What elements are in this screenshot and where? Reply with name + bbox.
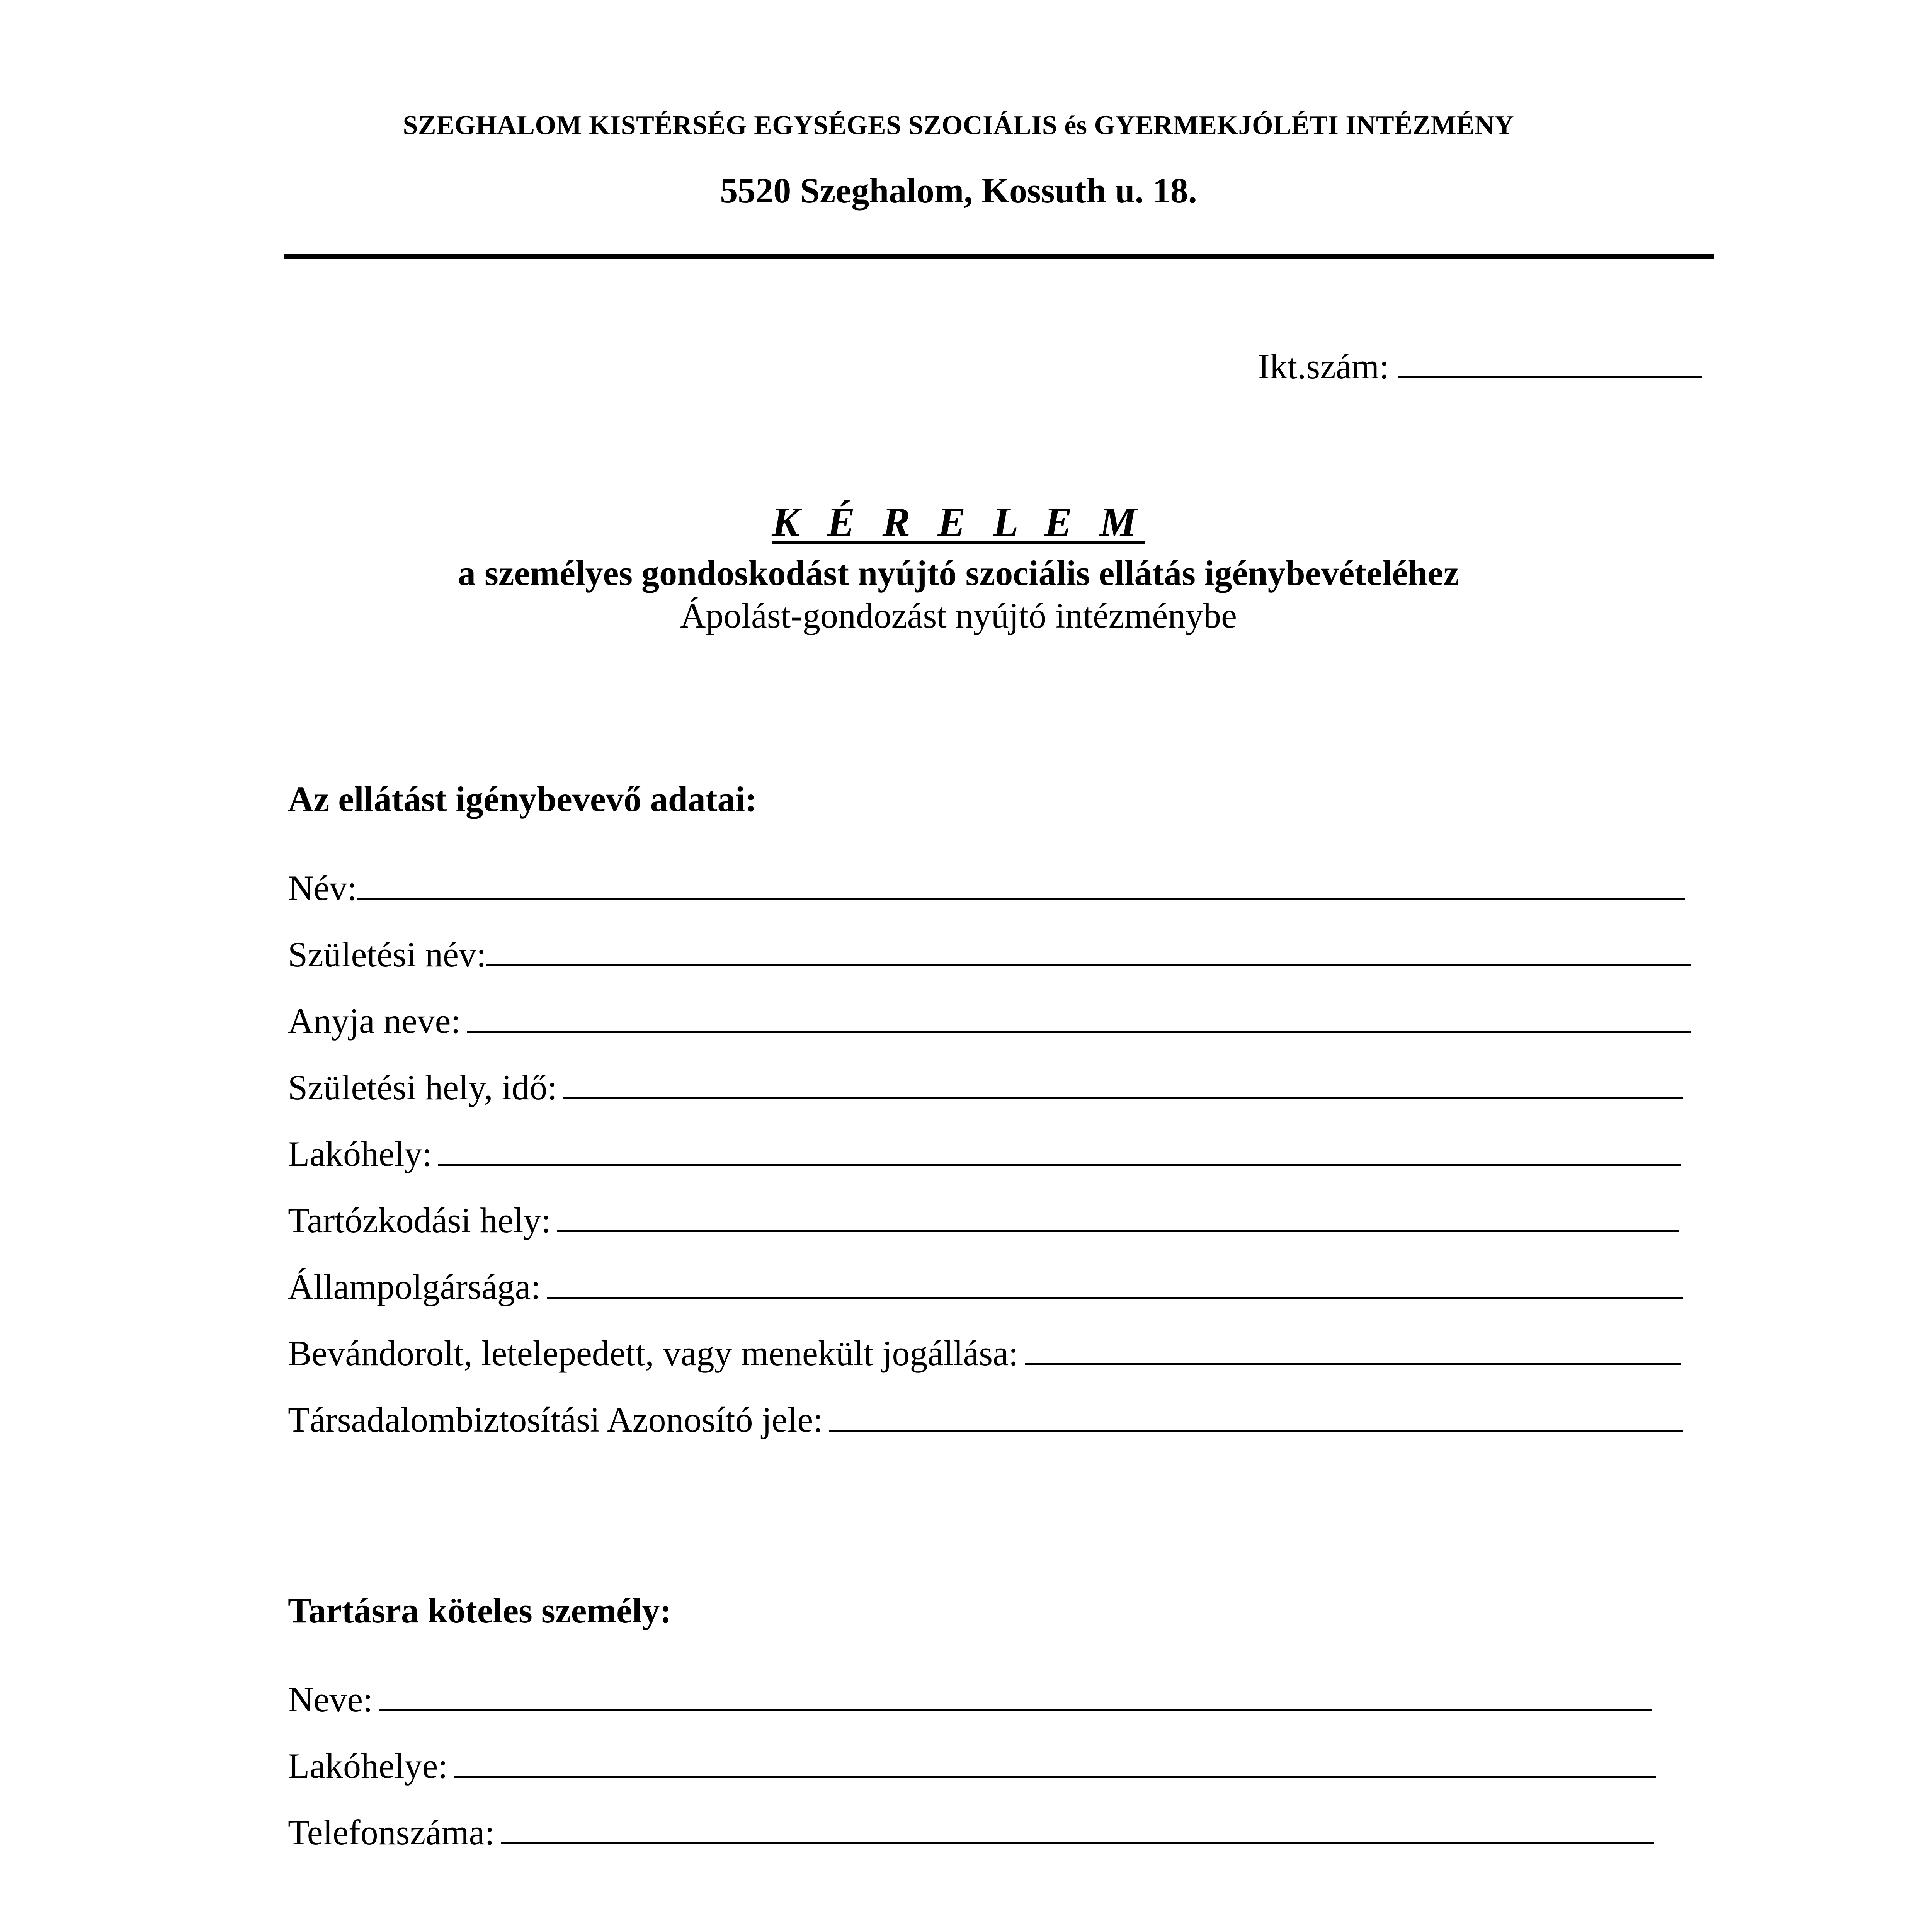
applicant-mother-name-row: [288, 1000, 1691, 1041]
applicant-citizenship-field[interactable]: [547, 1267, 1683, 1299]
organization-name: SZEGHALOM KISTÉRSÉG EGYSÉGES SZOCIÁLIS és GYERMEKJÓLÉTI INTÉZMÉNY: [403, 111, 1514, 140]
applicant-mother-name-label: Anyja neve:: [288, 1001, 461, 1041]
applicant-name-field[interactable]: [357, 868, 1685, 900]
applicant-mother-name-field[interactable]: [467, 1001, 1691, 1033]
obligor-phone-field[interactable]: [501, 1812, 1654, 1844]
applicant-citizenship-row: [288, 1266, 1683, 1307]
obligor-residence-row: [288, 1745, 1656, 1786]
applicant-birth-name-label: Születési név:: [288, 935, 486, 974]
applicant-residence-label: Lakóhely:: [288, 1134, 432, 1173]
document-title: K É R E L E M: [772, 499, 1145, 545]
applicant-legal-status-label: Bevándorolt, letelepedett, vagy menekült jogállása:: [288, 1333, 1019, 1373]
registration-number-field[interactable]: [1398, 346, 1702, 378]
applicant-birth-name-row: [288, 934, 1691, 975]
applicant-name-row: [288, 867, 1685, 908]
obligor-phone-row: [288, 1812, 1654, 1853]
applicant-legal-status-field[interactable]: [1025, 1333, 1681, 1365]
document-subtitle: a személyes gondoskodást nyújtó szociális ellátás igénybevételéhez: [458, 553, 1459, 593]
obligor-residence-field[interactable]: [454, 1746, 1656, 1778]
applicant-birth-place-date-field[interactable]: [563, 1067, 1683, 1099]
document-subtitle-institution: Ápolást-gondozást nyújtó intézménybe: [680, 596, 1237, 635]
applicant-ssn-row: [288, 1399, 1683, 1440]
obligor-section-heading: Tartásra köteles személy:: [288, 1591, 672, 1630]
organization-address: 5520 Szeghalom, Kossuth u. 18.: [720, 171, 1197, 210]
applicant-birth-name-field[interactable]: [486, 934, 1691, 966]
obligor-residence-label: Lakóhelye:: [288, 1746, 448, 1786]
applicant-citizenship-label: Állampolgársága:: [288, 1267, 541, 1306]
obligor-name-label: Neve:: [288, 1680, 373, 1719]
applicant-stay-place-row: [288, 1200, 1679, 1241]
applicant-ssn-label: Társadalombiztosítási Azonosító jele:: [288, 1400, 823, 1439]
header-divider: [284, 254, 1714, 259]
applicant-ssn-field[interactable]: [829, 1400, 1683, 1432]
registration-number-line: [1258, 346, 1702, 387]
applicant-birth-place-date-row: [288, 1067, 1683, 1108]
applicant-name-label: Név:: [288, 868, 357, 908]
obligor-name-row: [288, 1679, 1652, 1720]
applicant-birth-place-date-label: Születési hely, idő:: [288, 1068, 557, 1107]
applicant-residence-field[interactable]: [438, 1134, 1681, 1166]
obligor-phone-label: Telefonszáma:: [288, 1813, 495, 1852]
applicant-stay-place-label: Tartózkodási hely:: [288, 1201, 551, 1240]
applicant-section-heading: Az ellátást igénybevevő adatai:: [288, 779, 757, 819]
applicant-legal-status-row: [288, 1333, 1681, 1374]
applicant-residence-row: [288, 1133, 1681, 1174]
registration-number-label: Ikt.szám:: [1258, 347, 1389, 386]
applicant-stay-place-field[interactable]: [557, 1200, 1679, 1232]
obligor-name-field[interactable]: [379, 1679, 1652, 1711]
